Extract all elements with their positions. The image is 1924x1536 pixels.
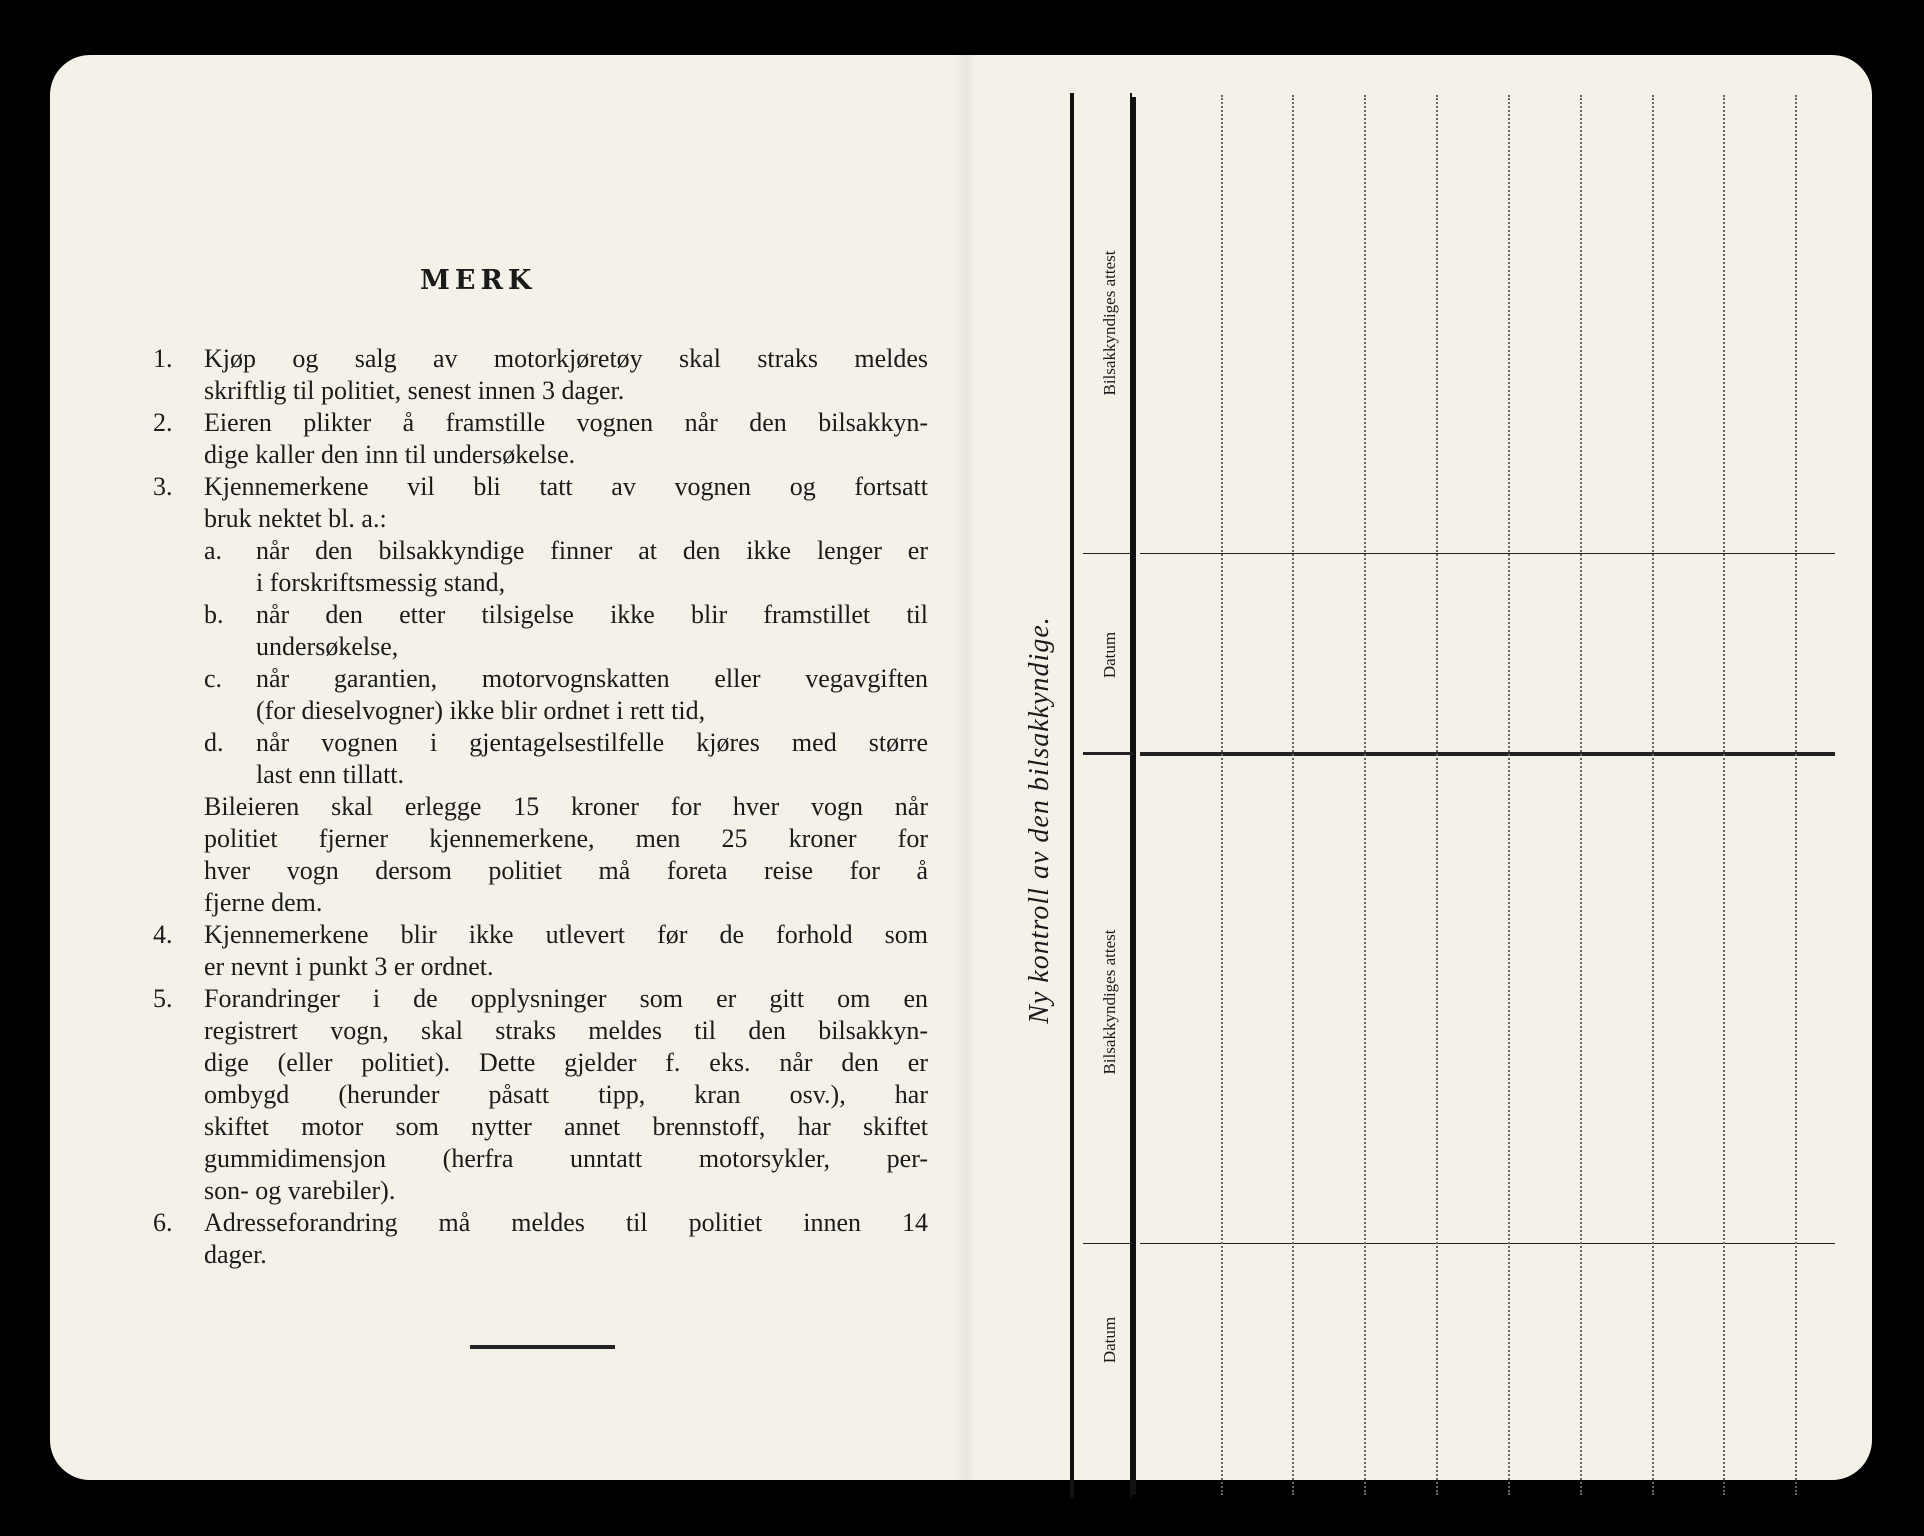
registration-card: MERK 1. Kjøp og salg av motorkjøretøy skal straks meldes skriftlig til politiet, senest innen 3 dager. 2. Eieren plikter å framstille vognen når den bilsakkyn- dige kaller den inn til undersøkelse. 3. Kjennemerkene vil bli tatt av vognen og fortsatt bruk nektet bl. a.: a. når den bilsakkyndige finner at den ikke lenger er i forskriftsmessig stand, b. når den etter tilsigelse ikke blir framstillet til undersøkelse, c. når garantien, motorvognskatten eller vegavgiften (for dieselvogner) ikke blir ordnet i rett tid, d. når vognen i gjentagelsestilfelle kjøres med større last enn tillatt. Bileieren skal erlegge 15 kroner for hver vogn når politiet fjerner kjennemerkene, men 25 kroner for hver vogn dersom politiet må foreta reise for å fjerne dem. 4. Kjennemerkene blir ikke utlevert før de forhold som er nevnt i punkt 3 er ordnet. 5. Forandringer i de opplysninger som er gitt om en registrert vogn, skal straks meldes til den bilsakkyn- dige (eller politiet). Dette gjelder f. eks. når den er ombygd (herunder påsatt tipp, kran osv.), har skiftet motor som nytter annet brennstoff, har skiftet gummidimensjon (herfra unntatt motorsykler, per- son- og varebiler). 6. Adresseforandring må meldes til politiet innen 14 dager. Ny kontroll av den bilsakkyndige. Bilsakkyndiges attest Datum Bilsakkyndiges attest Datum [50, 55, 1872, 1480]
rule-line: Forandringer i de opplysninger som er gitt om en [204, 984, 928, 1013]
grid-border-inner [1131, 97, 1136, 1495]
sub-item-d [204, 727, 928, 791]
control-title-text: Ny kontroll av den bilsakkyndige. [1024, 616, 1055, 1024]
rule-line: Adresseforandring må meldes til politiet innen 14 [204, 1208, 928, 1237]
fee-paragraph-line: fjerne dem. [204, 888, 323, 917]
sub-line: i forskriftsmessig stand, [256, 568, 506, 597]
sub-item-c [204, 663, 928, 727]
closing-rule [470, 1345, 615, 1349]
dotted-column [1580, 95, 1582, 1495]
rule-line: dager. [204, 1240, 267, 1269]
fee-paragraph-line: hver vogn dersom politiet må foreta reise for å [204, 856, 928, 885]
dotted-column [1795, 95, 1797, 1495]
rule-4 [153, 919, 928, 983]
rule-line: skiftet motor som nytter annet brennstoff, har skiftet [204, 1112, 928, 1141]
grid-hline [1083, 1243, 1133, 1244]
rule-line: Eieren plikter å framstille vognen når den bilsakkyn- [204, 408, 928, 437]
sub-item-b [204, 599, 928, 663]
dotted-column [1364, 95, 1366, 1495]
sub-line: når garantien, motorvognskatten eller vegavgiften [256, 664, 928, 693]
sub-line: når vognen i gjentagelsestilfelle kjøres med større [256, 728, 928, 757]
rule-line: dige kaller den inn til undersøkelse. [204, 440, 576, 469]
rule-3 [153, 471, 928, 919]
dotted-column [1652, 95, 1654, 1495]
dotted-column [1221, 95, 1223, 1495]
rule-number: 3. [153, 472, 173, 501]
sub-line: når den bilsakkyndige finner at den ikke lenger er [256, 536, 928, 565]
fee-paragraph-line: politiet fjerner kjennemerkene, men 25 kroner for [204, 824, 928, 853]
dotted-column [1723, 95, 1725, 1495]
sub-letter: b. [204, 600, 224, 629]
fee-paragraph-line: Bileieren skal erlegge 15 kroner for hver vogn når [204, 792, 928, 821]
rule-line: registrert vogn, skal straks meldes til den bilsakkyn- [204, 1016, 928, 1045]
rule-line: ombygd (herunder påsatt tipp, kran osv.), har [204, 1080, 928, 1109]
grid-hline [1140, 553, 1835, 554]
sub-letter: a. [204, 536, 223, 565]
rule-line: er nevnt i punkt 3 er ordnet. [204, 952, 494, 981]
grid-border-outer [1070, 93, 1074, 1498]
rule-line: skriftlig til politiet, senest innen 3 dager. [204, 376, 625, 405]
dotted-column [1436, 95, 1438, 1495]
grid-hline [1083, 553, 1133, 554]
rule-5 [153, 983, 928, 1207]
rule-6 [153, 1207, 928, 1271]
rule-1 [153, 343, 928, 407]
rule-line: Kjennemerkene blir ikke utlevert før de forhold som [204, 920, 928, 949]
dotted-column [1292, 95, 1294, 1495]
dotted-column [1508, 95, 1510, 1495]
grid-hline [1140, 1243, 1835, 1244]
rule-line: Kjennemerkene vil bli tatt av vognen og fortsatt [204, 472, 928, 501]
rules-list [153, 343, 928, 1271]
rule-line: gummidimensjon (herfra unntatt motorsykler, per- [204, 1144, 928, 1173]
rule-line: dige (eller politiet). Dette gjelder f. eks. når den er [204, 1048, 928, 1077]
rule-line: son- og varebiler). [204, 1176, 396, 1205]
rule-2 [153, 407, 928, 471]
rule-number: 1. [153, 344, 173, 373]
sub-line: last enn tillatt. [256, 760, 405, 789]
merk-heading: MERK [420, 265, 537, 296]
sub-line: undersøkelse, [256, 632, 399, 661]
rule-number: 5. [153, 984, 173, 1013]
grid-section-line [1083, 752, 1133, 755]
sub-line: (for dieselvogner) ikke blir ordnet i rett tid, [256, 696, 706, 725]
sub-letter: d. [204, 728, 224, 757]
rule-line: bruk nektet bl. a.: [204, 504, 387, 533]
rule-number: 4. [153, 920, 173, 949]
grid-section-line [1140, 752, 1835, 756]
sub-letter: c. [204, 664, 223, 693]
sub-item-a [204, 535, 928, 599]
sub-line: når den etter tilsigelse ikke blir framstillet til [256, 600, 928, 629]
rule-number: 6. [153, 1208, 173, 1237]
rule-line: Kjøp og salg av motorkjøretøy skal straks meldes [204, 344, 928, 373]
rule-number: 2. [153, 408, 173, 437]
